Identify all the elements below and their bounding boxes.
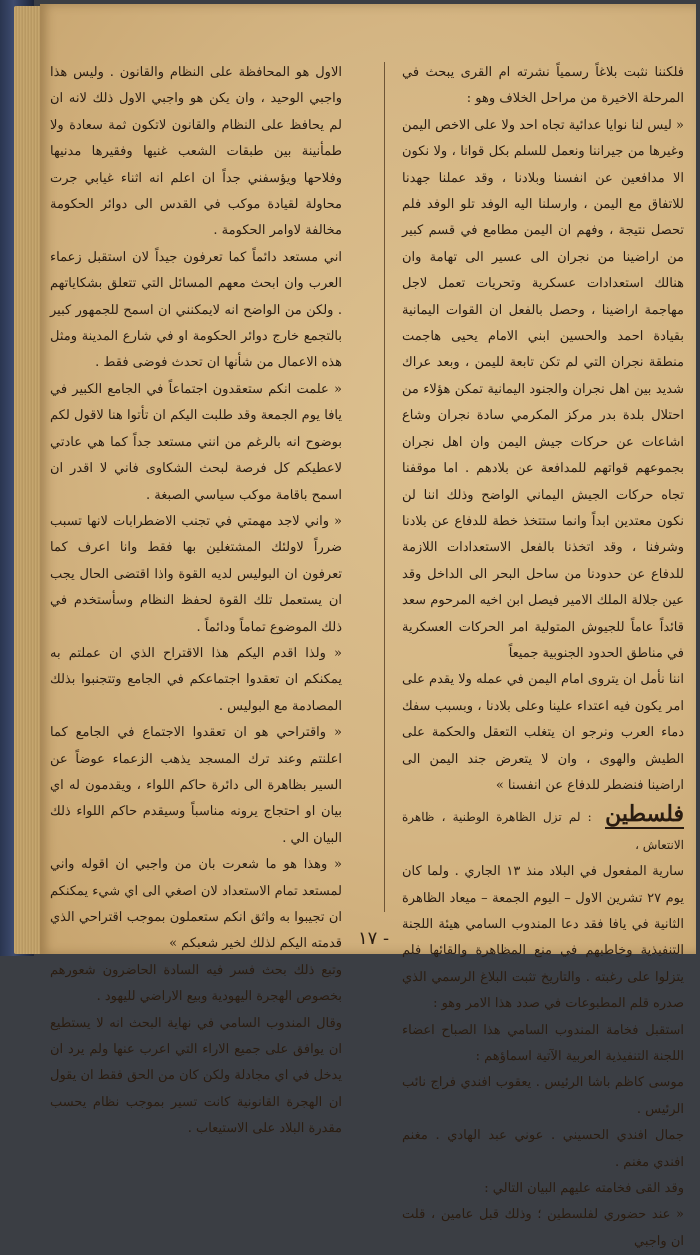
yemen-statement-quote: « ليس لنا نوايا عدائية تجاه احد ولا على الاخص اليمن وغيرها من جيراننا ونعمل للسلم بكل قوانا ، ولا نكون الا مدافعين عن انفسنا وبلادنا ، وقد عملنا جهدنا للاتفاق مع اليمن ، وارسلنا اليه الوفد تلو الوفد فلم تحصل نتيجة ، وفهم ان اليمن مطامع في قسم كبير من اراضينا من نجران الى عسير الى تهامة وان هنالك استعدادات عسكرية وتحريات تعمل لاجل مهاجمة اراضينا ، وحصل بالفعل ان القوات اليمانية بقيادة احمد والحسين ابني الامام يحيى هاجمت منطقة نجران التي لم تكن تابعة لليمن ، وبعد عراك شديد بين اهل نجران والجنود اليمانية تمكن هؤلاء من احتلال بلدة بدر مركز المكرمي سادة نجران وشاع اشاعات عن حركات جيش اليمن وان اهل نجران بجموعهم قواتهم للمدافعة عن بلادهم . اما موقفنا تجاه حركات الجيش اليماني الواضح وذلك اننا لن نكون معتدين ابداً وانما ستتخذ خطة للدفاع عن بلادنا وشرفنا ، وقد اتخذنا بالفعل الاستعدادات اللازمة للدفاع عن حدودنا من ساحل البحر الى الداخل وقد عين جلالة الملك الامير فيصل ابن اخيه المرحوم سعد قائداً عاماً للجيوش المتولية امر الحركات العسكرية في مناطق الحدود الجنوبية جميعاً <box>402 117 684 661</box>
yemen-closing-quote: اننا نأمل ان يتروى امام اليمن في عمله ولا يقدم على امر يكون فيه اعتداء علينا وعلى بلادنا ، وبسبب سفك دماء العرب ونرجو ان يتغلب التعقل والحكمة على الطيش والهوى ، وان لا يتعرض جند اليمن الى اراضينا فنضطر للدفاع عن انفسنا » <box>402 672 684 793</box>
left-column <box>50 60 342 1143</box>
left-paragraph-8: وتبع ذلك بحث فسر فيه السادة الحاضرون شعورهم بخصوص الهجرة اليهودية وبيع الاراضي لليهود . <box>50 962 342 1005</box>
left-paragraph-9: وقال المندوب السامي في نهاية البحث انه لا يستطيع ان يوافق على جميع الاراء التي اعرب عنها ولم يرد ان يدخل في اي مجادلة ولكن كان من الحق فقط ان يقول ان الهجرة القانونية كانت تسير بموجب نظام يحسب مقدرة البلاد على الاستيعاب . <box>50 1015 342 1137</box>
report-intro: استقبل فخامة المندوب السامي هذا الصباح اعضاء اللجنة التنفيذية العربية الآتية اسماؤهم : <box>402 1022 684 1065</box>
left-paragraph-3: « علمت انكم ستعقدون اجتماعاً في الجامع الكبير في يافا يوم الجمعة وقد طلبت اليكم ان تأتوا هنا لاقول لكم بوضوح انه بالرغم من انني مستعد جداً كما هي عادتي لاعطيكم كل فرصة لبحث الشكاوى فاني لا اقدر ان اسمح باقامة موكب سياسي الصبغة . <box>50 381 342 503</box>
palestine-section-body: سارية المفعول في البلاد منذ ١٣ الجاري . ولما كان يوم ٢٧ تشرين الاول – اليوم الجمعة – ميعاد الظاهرة الثانية في يافا فقد دعا المندوب السامي هيئة اللجنة التنفيذية وخاطبهم في منع المظاهرة والقائها فلم يتزلوا على رغبته . والتاريخ تثبت البلاغ الرسمي الذي صدره قلم المطبوعات في صدد هذا الامر وهو : <box>402 864 685 1012</box>
left-paragraph-5: « ولذا اقدم اليكم هذا الاقتراح الذي ان عملتم به يمكنكم ان تعقدوا اجتماعكم في الجامع وتتجنبوا بذلك المصادمة مع البوليس . <box>50 645 342 714</box>
page-number: ۱۷ - <box>358 928 390 949</box>
statement-start: « عند حضوري لفلسطين ؛ وذلك قبل عامين ، قلت ان واجبي <box>402 1207 684 1249</box>
left-paragraph-4: « واني لاجد مهمتي في تجنب الاضطرابات لانها تسبب ضرراً لاولئك المشتغلين بها فقط وانا اعرف كما تعرفون ان البوليس لديه القوة واذا اقتضى الحال يجب ان يستعمل تلك القوة لحفظ النظام وسأستخدم في ذلك الموضوع تماماً ودائماً . <box>50 513 342 635</box>
members-line-2: جمال افندي الحسيني . عوني عبد الهادي . مغنم افندي مغنم . <box>402 1128 684 1170</box>
left-paragraph-7: « وهذا هو ما شعرت بان من واجبي ان اقوله واني لمستعد تمام الاستعداد لان اصغي الى اي شيء يمكنكم ان تجيبوا به واثق انكم ستعملون بموجب اقتراحي الذي قدمته اليكم لذلك لخير شعبكم » <box>50 857 342 952</box>
palestine-heading-tagline: : لم تزل الظاهرة الوطنية ، ظاهرة الانتعاش ، <box>402 810 684 852</box>
column-divider <box>384 62 385 912</box>
palestine-heading-label: فلسطين <box>605 801 684 828</box>
magazine-page <box>40 4 696 1249</box>
left-paragraph-6: « واقتراحي هو ان تعقدوا الاجتماع في الجامع كما اعلنتم وعند ترك المسجد يذهب الزعماء عوضاً عن السير بظاهرة الى دائرة حاكم اللواء ، ويقدمون له اي بيان او احتجاج يرونه مناسباً وسيقدم حاكم اللواء ذلك البيان الي . <box>50 725 342 846</box>
left-paragraph-1: الاول هو المحافظة على النظام والقانون . وليس هذا واجبي الوحيد ، وان يكن هو واجبي الاول ذلك لانه ان لم يحافظ على النظام والقانون لاتكون ثمة سعادة ولا طمأنينة بين طبقات الشعب غنيها وفقيرها مدنيها وفلاحها ويؤسفني جداً ان اعلم انه اثناء غيابي جرت محاولة لقيادة موكب في القدس الى دوائر الحكومة مخالفة لاوامر الحكومة . <box>50 65 342 239</box>
right-column <box>402 60 684 1255</box>
palestine-section-heading <box>402 801 684 859</box>
statement-intro: وقد القى فخامته عليهم البيان التالي : <box>484 1181 684 1197</box>
members-line-1: موسى كاظم باشا الرئيس . يعقوب افندي فراج نائب الرئيس . <box>402 1075 684 1117</box>
right-opening: فلكننا نثبت بلاغاً رسمياً نشرته ام القرى يبحث في المرحلة الاخيرة من مراحل الخلاف وهو : <box>402 65 684 107</box>
left-paragraph-2: اني مستعد دائماً كما تعرفون جيداً لان استقبل زعماء العرب وان ابحث معهم المسائل التي تتعلق بشكاياتهم . ولكن من الواضح انه لايمكنني ان اسمح للجمهور كبير بالتجمع خارج دوائر الحكومة او في شارع المدينة ومثل هذه الاعمال من شأنها ان تحدث فوضى فقط . <box>50 249 342 371</box>
